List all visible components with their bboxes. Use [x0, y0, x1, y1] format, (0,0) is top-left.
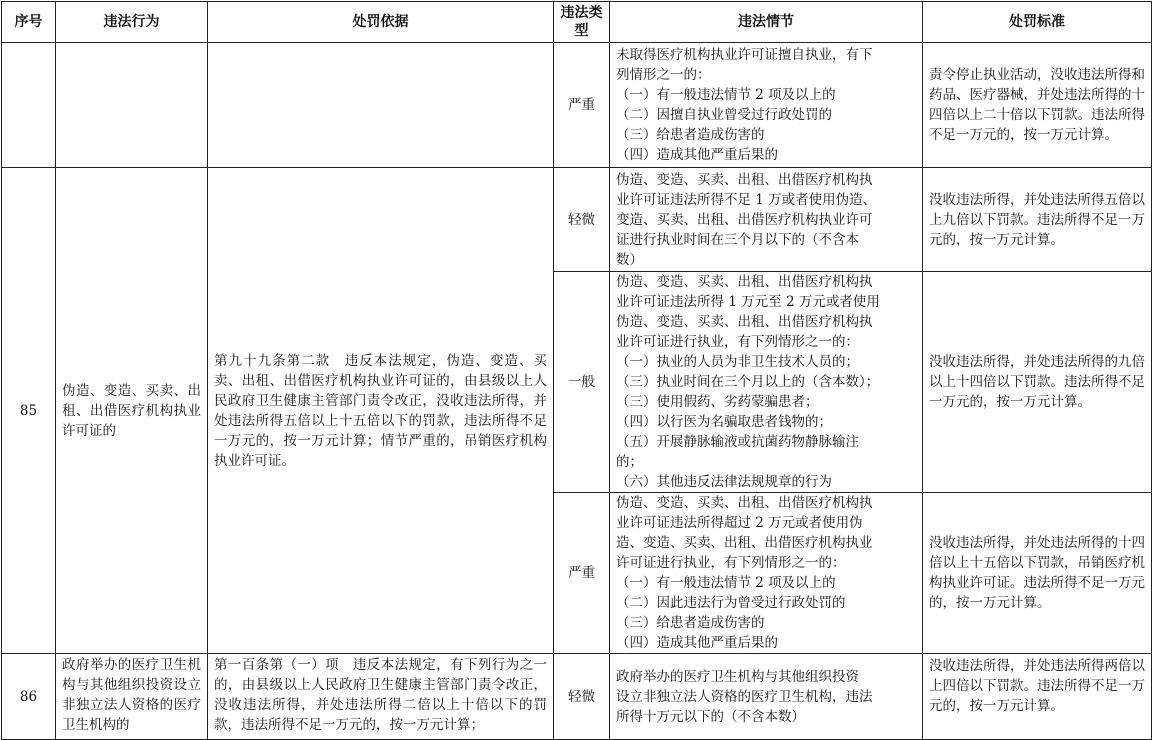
- circumstance-line: 数）: [616, 251, 643, 268]
- circumstance-line: 伪造、变造、买卖、出租、出借医疗机构执: [616, 274, 873, 290]
- header-behavior: 违法行为: [56, 2, 208, 43]
- penalty-standard-table: [1, 1, 1152, 740]
- circumstance-line: （五）开展静脉输液或抗菌药物静脉输注: [616, 434, 859, 450]
- type-cell: 严重: [554, 43, 610, 168]
- basis-cell: 第九十九条第二款 违反本法规定，伪造、变造、买卖、出租、出借医疗机构执业许可证的，由县级以上人民政府卫生健康主管部门责令改正，没收违法所得，并处违法所得五倍以上十五倍以下的罚款，违法所得不足一万元的，按一万元计算；情节严重的，吊销医疗机构执业许可证。: [208, 168, 554, 654]
- circumstance-line: （二）因此违法行为曾受过行政处罚的: [616, 595, 846, 611]
- standard-cell: 责令停止执业活动，没收违法所得和药品、医疗器械，并处违法所得的十四倍以上二十倍以下罚款。违法所得不足一万元的，按一万元计算。: [923, 43, 1152, 168]
- circumstance-line: （三）执业时间在三个月以上的（含本数）；: [616, 374, 880, 390]
- type-cell: 轻微: [554, 168, 610, 272]
- circumstance-line: 未取得医疗机构执业许可证擅自执业，有下: [616, 47, 873, 63]
- circumstance-line: 的；: [616, 454, 643, 470]
- circumstance-cell: [610, 43, 923, 168]
- behavior-text: 政府举办的医疗卫生机构与其他组织投资设立非独立法人资格的医疗卫生机构的: [62, 656, 201, 733]
- circumstance-line: 所得十万元以下的（不含本数）: [616, 708, 805, 725]
- circumstance-line: 变造、买卖、出租、出借医疗机构执业许可: [616, 211, 873, 228]
- circumstance-line: 造、变造、买卖、出租、出借医疗机构执业: [616, 535, 873, 551]
- circumstance-line: 列情形之一的：: [616, 67, 711, 83]
- circumstance-line: 设立非独立法人资格的医疗卫生机构，违法: [616, 688, 873, 705]
- table-row-85-minor: [2, 168, 1152, 272]
- behavior-cell: 伪造、变造、买卖、出租、出借医疗机构执业许可证的: [56, 168, 208, 654]
- table-row-86: [2, 654, 1152, 740]
- standard-cell: [923, 654, 1152, 740]
- circumstance-line: （三）给患者造成伤害的: [616, 127, 765, 143]
- type-cell: 轻微: [554, 654, 610, 740]
- circumstance-cell: [610, 168, 923, 272]
- no-cell: 85: [2, 168, 56, 654]
- circumstance-line: （一）有一般违法情节 2 项及以上的: [616, 575, 836, 591]
- circumstance-line: 伪造、变造、买卖、出租、出借医疗机构执: [616, 171, 873, 188]
- circumstance-line: （四）造成其他严重后果的: [616, 635, 778, 651]
- behavior-cell: [56, 654, 208, 740]
- circumstance-line: （四）造成其他严重后果的: [616, 147, 778, 163]
- header-circumstance: 违法情节: [610, 2, 923, 43]
- header-no: 序号: [2, 2, 56, 43]
- header-type: 违法类型: [554, 2, 610, 43]
- circumstance-line: 伪造、变造、买卖、出租、出借医疗机构执: [616, 495, 873, 511]
- circumstance-line: 政府举办的医疗卫生机构与其他组织投资: [616, 668, 859, 685]
- table-row-continued: [2, 43, 1152, 168]
- no-cell: 86: [2, 654, 56, 740]
- basis-cell-empty: [208, 43, 554, 168]
- basis-cell: [208, 654, 554, 740]
- behavior-cell-empty: [56, 43, 208, 168]
- circumstance-cell: [610, 272, 923, 493]
- type-cell: 严重: [554, 493, 610, 654]
- circumstance-line: （一）执业的人员为非卫生技术人员的；: [616, 354, 859, 370]
- circumstance-line: （一）有一般违法情节 2 项及以上的: [616, 87, 836, 103]
- circumstance-line: （三）给患者造成伤害的: [616, 615, 765, 631]
- circumstance-line: 业许可证进行执业，有下列情形之一的：: [616, 334, 859, 350]
- standard-cell: 没收违法所得，并处违法所得五倍以上九倍以下罚款。违法所得不足一万元的，按一万元计算。: [923, 168, 1152, 272]
- standard-cell: 没收违法所得，并处违法所得的九倍以上十四倍以下罚款。违法所得不足一万元的，按一万元计算。: [923, 272, 1152, 493]
- circumstance-cell: [610, 493, 923, 654]
- header-row: [2, 2, 1152, 43]
- circumstance-line: （二）因擅自执业曾受过行政处罚的: [616, 107, 832, 123]
- circumstance-line: 伪造、变造、买卖、出租、出借医疗机构执: [616, 314, 873, 330]
- header-basis: 处罚依据: [208, 2, 554, 43]
- standard-cell: 没收违法所得，并处违法所得的十四倍以上十五倍以下罚款，吊销医疗机构执业许可证。违法所得不足一万元的，按一万元计算。: [923, 493, 1152, 654]
- standard-text: 没收违法所得，并处违法所得两倍以上四倍以下罚款。违法所得不足一万元的，按一万元计算。: [929, 657, 1145, 714]
- no-cell-empty: [2, 43, 56, 168]
- circumstance-line: 业许可证违法所得超过 2 万元或者使用伪: [616, 515, 863, 531]
- basis-text: 第一百条第（一）项 违反本法规定，有下列行为之一的，由县级以上人民政府卫生健康主管部门责令改正，没收违法所得，并处违法所得二倍以上十倍以下的罚款，违法所得不足一万元的，按一万元计算；: [214, 656, 547, 733]
- circumstance-line: （四）以行医为名骗取患者钱物的；: [616, 414, 832, 430]
- circumstance-line: 业许可证违法所得 1 万元至 2 万元或者使用: [616, 294, 880, 310]
- circumstance-cell: [610, 654, 923, 740]
- circumstance-line: 许可证进行执业，有下列情形之一的：: [616, 555, 846, 571]
- circumstance-line: （六）其他违反法律法规规章的行为: [616, 474, 832, 490]
- circumstance-line: 业许可证违法所得不足 1 万或者使用伪造、: [616, 191, 877, 208]
- circumstance-line: 证进行执业时间在三个月以下的（不含本: [616, 231, 859, 248]
- type-cell: 一般: [554, 272, 610, 493]
- circumstance-line: （三）使用假药、劣药蒙骗患者；: [616, 394, 819, 410]
- header-standard: 处罚标准: [923, 2, 1152, 43]
